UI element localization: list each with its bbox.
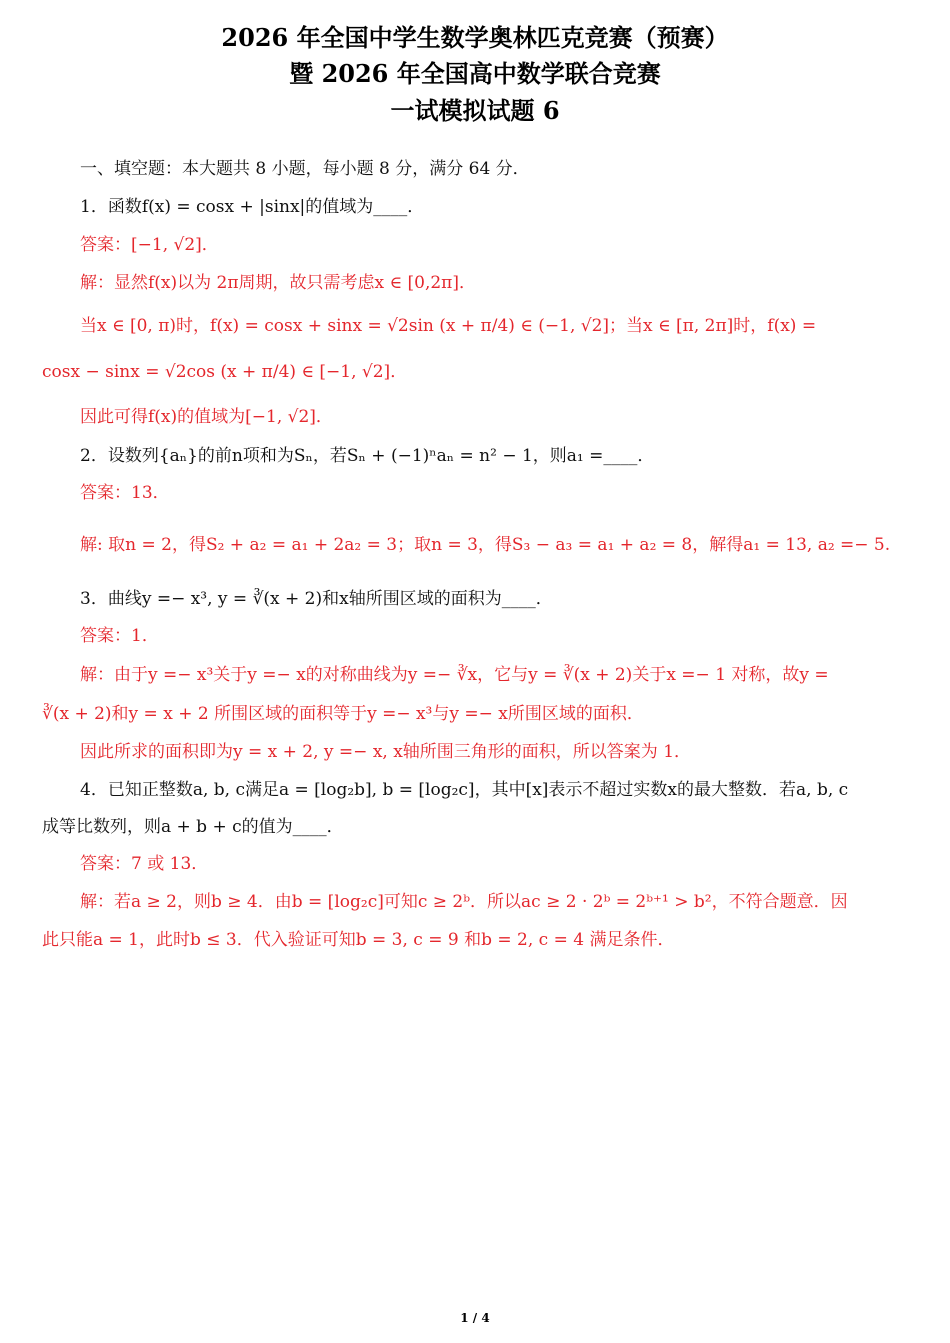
title-line-2: 暨 2026 年全国高中数学联合竞赛 (289, 59, 661, 88)
problem-2-answer: 答案：13． (80, 483, 170, 503)
problem-1-solution-line-3: cosx − sinx = √2cos (x + π/4) ∈ [−1, √2]． (42, 362, 408, 382)
page-number: 1 / 4 (460, 1311, 490, 1325)
problem-2-question: 2．设数列{aₙ}的前n项和为Sₙ，若Sₙ + (−1)ⁿaₙ = n² − 1，则a₁ =____． (80, 446, 655, 466)
problem-4-question-line-1: 4．已知正整数a, b, c满足a = [log₂b], b = [log₂c]，其中[x]表示不超过实数x的最大整数．若a, b, c (80, 780, 849, 800)
problem-4-solution-line-1: 解：若a ≥ 2，则b ≥ 4．由b = [log₂c]可知c ≥ 2ᵇ．所以ac ≥ 2 · 2ᵇ = 2ᵇ⁺¹ > b²，不符合题意．因 (80, 892, 848, 912)
problem-2-solution-line-1: 解: 取n = 2，得S₂ + a₂ = a₁ + 2a₂ = 3；取n = 3，得S₃ − a₃ = a₁ + a₂ = 8，解得a₁ = 13, a₂ =− 5. (80, 535, 891, 555)
problem-3-solution-line-2: ∛(x + 2)和y = x + 2 所围区域的面积等于y =− x³与y =− x所围区域的面积． (42, 704, 644, 724)
problem-3-solution-line-3: 因此所求的面积即为y = x + 2, y =− x, x轴所围三角形的面积，所以答案为 1． (80, 742, 692, 762)
problem-1-solution-line-2: 当x ∈ [0, π)时，f(x) = cosx + sinx = √2sin (x + π/4) ∈ (−1, √2]；当x ∈ [π, 2π]时，f(x) = (80, 316, 817, 336)
problem-3-question: 3．曲线y =− x³, y = ∛(x + 2)和x轴所围区域的面积为____． (80, 589, 553, 609)
problem-4-solution-line-2: 此只能a = 1，此时b ≤ 3．代入验证可知b = 3, c = 9 和b = 2, c = 4 满足条件． (42, 930, 675, 950)
problem-1-answer: 答案：[−1, √2]． (80, 235, 219, 255)
problem-4-question-line-2: 成等比数列，则a + b + c的值为____． (42, 817, 344, 837)
problem-1-question: 1．函数f(x) = cosx + |sinx|的值域为____． (80, 197, 425, 217)
section-heading: 一、填空题：本大题共 8 小题，每小题 8 分，满分 64 分． (80, 159, 530, 179)
title-line-3: 一试模拟试题 6 (390, 96, 560, 125)
problem-3-answer: 答案：1． (80, 626, 159, 646)
problem-1-solution-line-4: 因此可得f(x)的值域为[−1, √2]． (80, 407, 333, 427)
problem-1-solution-line-1: 解：显然f(x)以为 2π周期，故只需考虑x ∈ [0,2π]． (80, 273, 476, 293)
problem-3-solution-line-1: 解：由于y =− x³关于y =− x的对称曲线为y =− ∛x，它与y = ∛(x + 2)关于x =− 1 对称，故y = (80, 665, 829, 685)
title-line-1: 2026 年全国中学生数学奥林匹克竞赛（预赛） (221, 23, 729, 52)
problem-4-answer: 答案：7 或 13． (80, 854, 209, 874)
